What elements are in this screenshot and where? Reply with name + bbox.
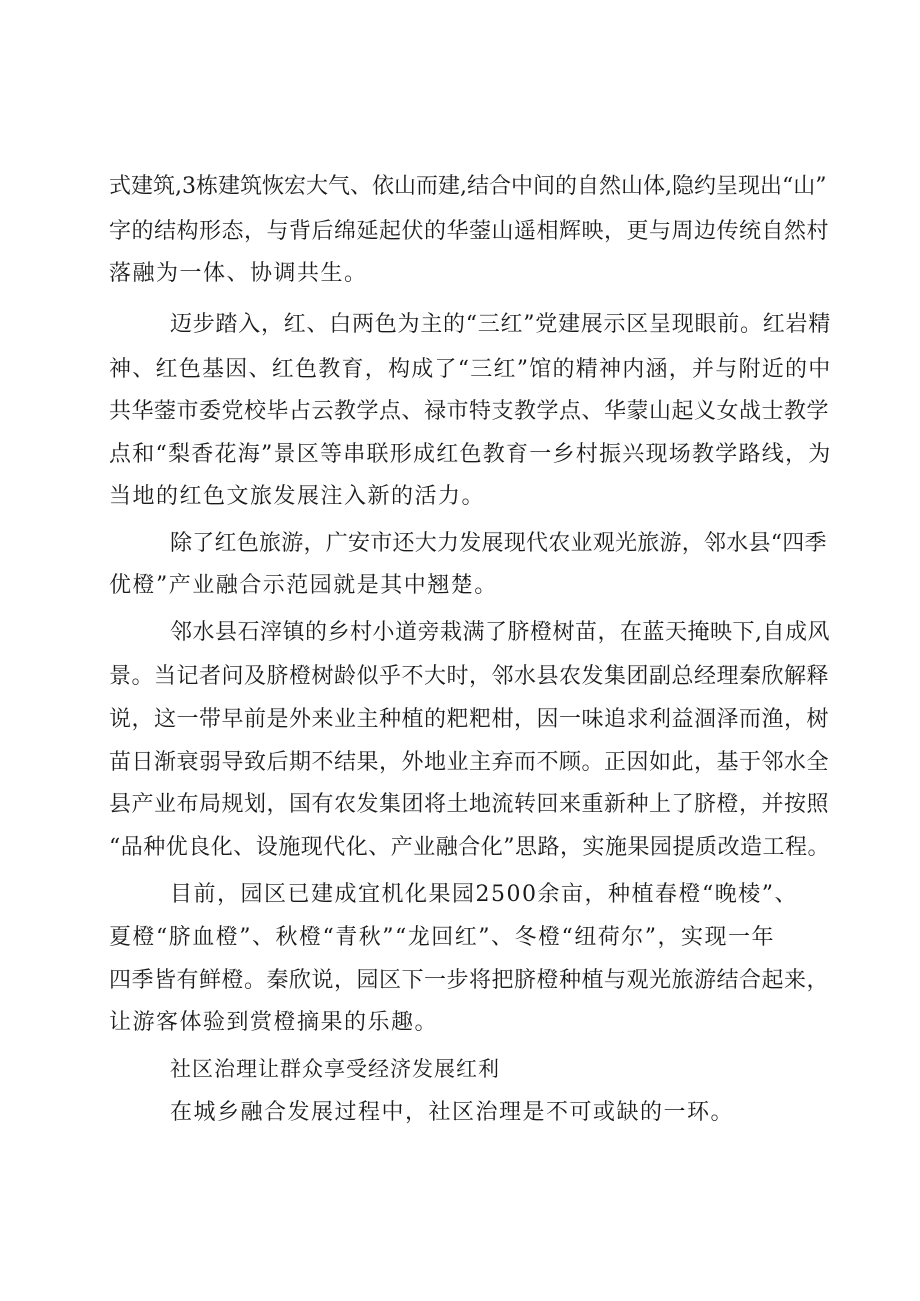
paragraph-line: 字的结构形态，与背后绵延起伏的华蓥山遥相辉映，更与周边传统自然村 (109, 219, 830, 244)
paragraph-line: 四季皆有鲜橙。秦欣说，园区下一步将把脐橙种植与观光旅游结合起来， (109, 968, 830, 993)
paragraph-line: 优橙”产业融合示范园就是其中翘楚。 (109, 573, 498, 598)
paragraph-line: 目前，园区已建成宜机化果园2500余亩，种植春橙“晚棱”、 (170, 882, 798, 907)
paragraph-line: 苗日渐衰弱导致后期不结果，外地业主弃而不顾。正因如此，基于邻水全 (109, 750, 830, 775)
paragraph-line: 迈步踏入，红、白两色为主的“三红”党建展示区呈现眼前。红岩精 (170, 312, 831, 337)
paragraph-line: 说，这一带早前是外来业主种植的粑粑柑，因一味追求利益涸泽而渔，树 (109, 707, 830, 732)
paragraph-line: 落融为一体、协调共生。 (109, 261, 368, 286)
paragraph-line: 当地的红色文旅发展注入新的活力。 (109, 484, 486, 509)
paragraph-line: “品种优良化、设施现代化、产业融合化”思路，实施果园提质改造工程。 (109, 835, 830, 860)
section-heading: 社区治理让群众享受经济发展红利 (170, 1057, 500, 1081)
paragraph-line: 在城乡融合发展过程中，社区治理是不可或缺的一环。 (170, 1100, 735, 1125)
paragraph-line: 景。当记者问及脐橙树龄似乎不大时，邻水县农发集团副总经理秦欣解释 (109, 664, 830, 689)
paragraph-line: 共华蓥市委党校毕占云教学点、禄市特支教学点、华蒙山起义女战士教学 (109, 399, 830, 424)
paragraph-line: 式建筑,3栋建筑恢宏大气、依山而建,结合中间的自然山体,隐约呈现出“山” (109, 174, 827, 199)
paragraph-line: 夏橙“脐血橙”、秋橙“青秋”“龙回红”、冬橙“纽荷尔”，实现一年 (109, 925, 775, 950)
paragraph-line: 让游客体验到赏橙摘果的乐趣。 (109, 1010, 439, 1035)
paragraph-line: 点和“梨香花海”景区等串联形成红色教育一乡村振兴现场教学路线，为 (109, 442, 832, 467)
paragraph-line: 除了红色旅游，广安市还大力发展现代农业观光旅游，邻水县“四季 (170, 531, 827, 556)
paragraph-line: 神、红色基因、红色教育，构成了“三红”馆的精神内涵，并与附近的中 (109, 357, 832, 382)
paragraph-line: 县产业布局规划，国有农发集团将土地流转回来重新种上了脐橙，并按照 (109, 792, 830, 817)
paragraph-line: 邻水县石滓镇的乡村小道旁栽满了脐橙树苗，在蓝天掩映下,自成风 (170, 620, 830, 645)
